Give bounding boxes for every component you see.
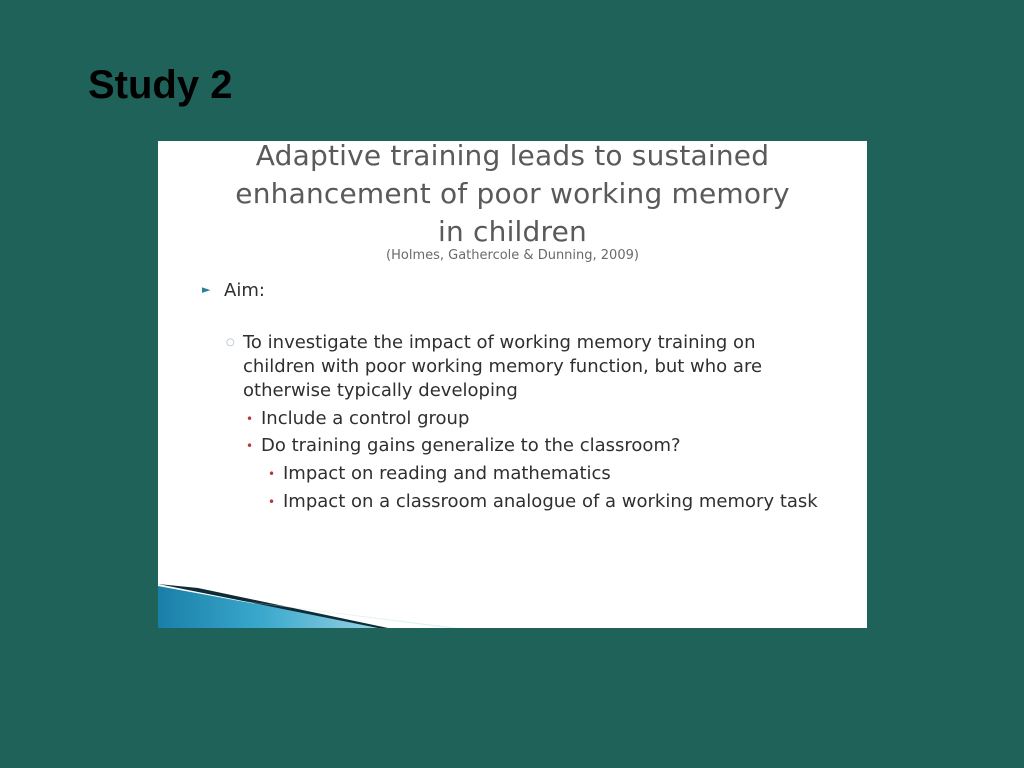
citation: (Holmes, Gathercole & Dunning, 2009) <box>386 248 639 263</box>
sub-sub-bullet-reading: Impact on reading and mathematics <box>283 463 611 484</box>
dot-bullet-icon: • <box>246 412 254 426</box>
dot-bullet-icon: • <box>268 467 276 481</box>
inner-slide-heading <box>158 141 867 251</box>
slide-title: Study 2 <box>88 63 233 107</box>
heading-line-2: enhancement of poor working memory <box>235 177 790 210</box>
sub-bullet-control-group: Include a control group <box>261 408 470 429</box>
heading-line-3: in children <box>438 215 587 248</box>
circle-bullet-icon: ○ <box>226 337 235 348</box>
sub-bullet-generalize: Do training gains generalize to the classroom? <box>261 435 681 456</box>
dot-bullet-icon: • <box>268 495 276 509</box>
embedded-slide-image <box>158 141 867 628</box>
aim-text: To investigate the impact of working memory training on children with poor working memory function, but who are otherwise typically developing <box>243 332 763 401</box>
aim-label: Aim: <box>224 280 265 301</box>
decorative-swoosh <box>158 558 867 628</box>
heading-line-1: Adaptive training leads to sustained <box>255 141 770 172</box>
dot-bullet-icon: • <box>246 439 254 453</box>
sub-sub-bullet-classroom-analogue: Impact on a classroom analogue of a working memory task <box>283 491 818 512</box>
triangle-bullet-icon: ► <box>202 283 211 296</box>
